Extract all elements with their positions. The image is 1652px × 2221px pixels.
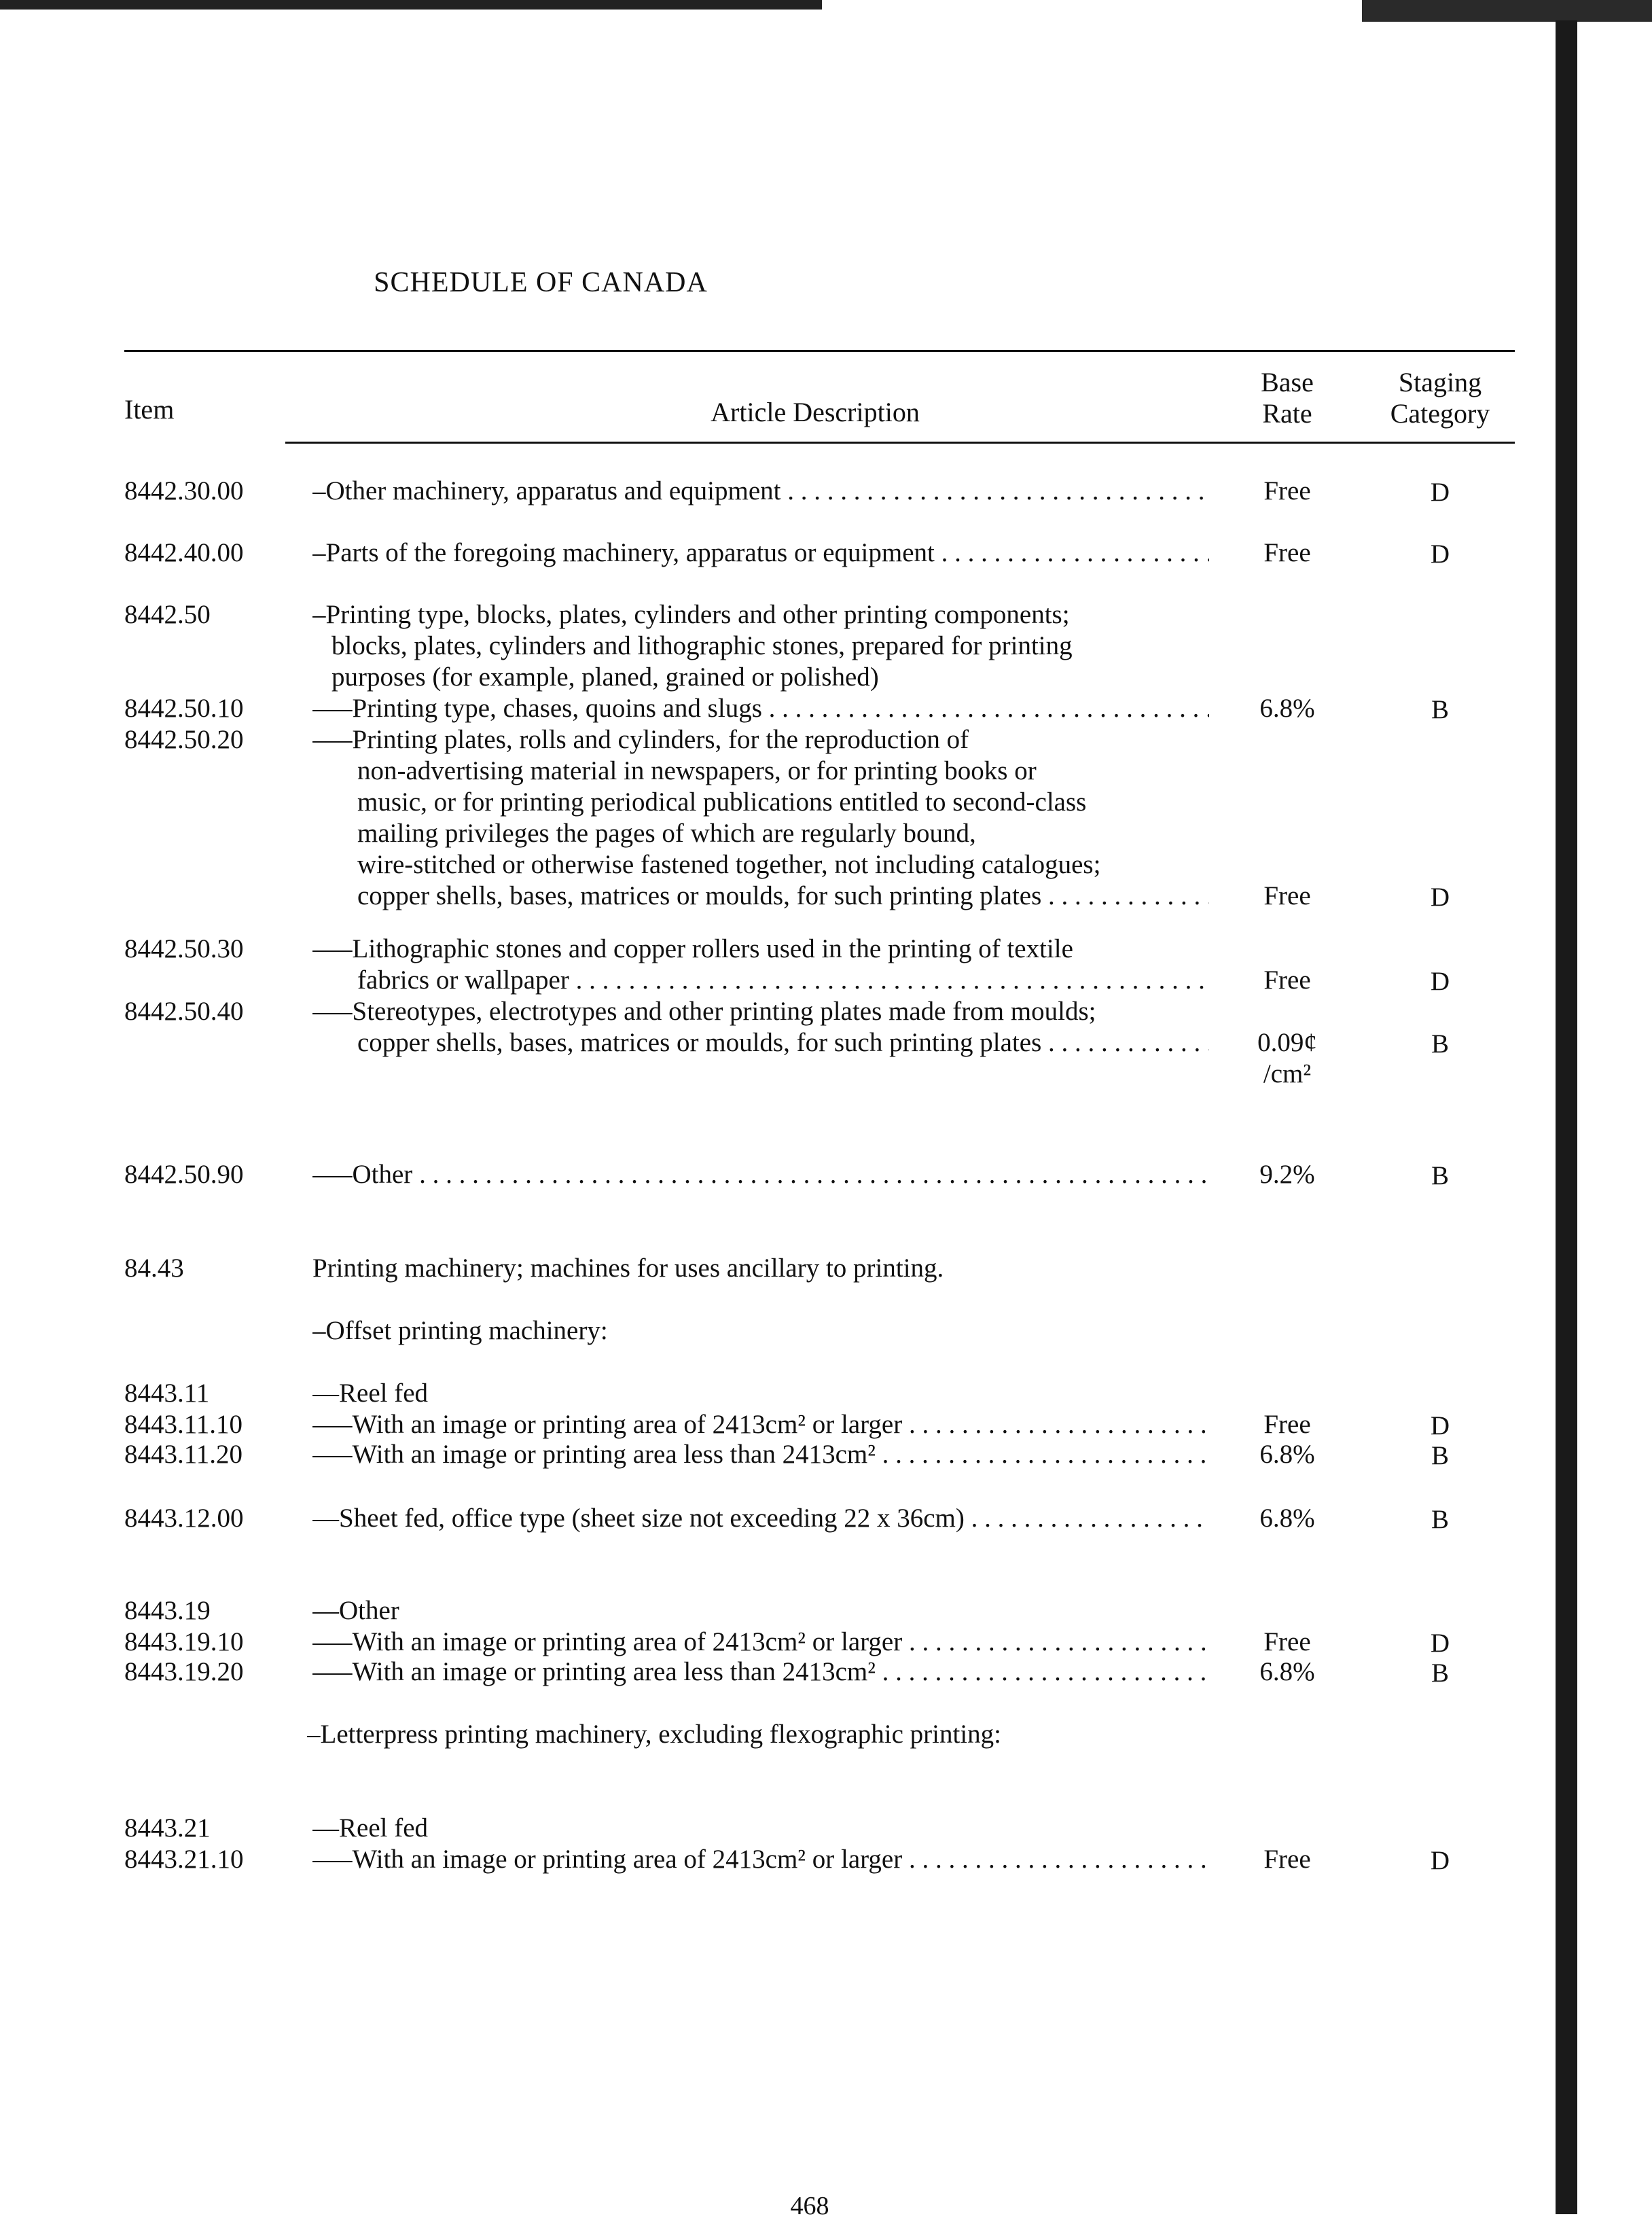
base-rate: Free <box>1263 1845 1311 1874</box>
staging-category: D <box>1430 539 1450 569</box>
col-header-description: Article Description <box>711 397 920 427</box>
description-line: –––Stereotypes, electrotypes and other printing plates made from moulds; <box>312 997 1096 1026</box>
article-description <box>312 1813 1209 1844</box>
article-description <box>312 537 1209 569</box>
col-header-staging <box>1372 367 1508 429</box>
staging-category: D <box>1430 1846 1450 1875</box>
description-line: music, or for printing periodical publications entitled to second-class <box>357 787 1087 817</box>
staging-category: D <box>1430 478 1450 507</box>
col-header-item: Item <box>124 394 175 425</box>
description-line: –––Other . . . <box>312 1159 1209 1190</box>
col-header-base-rate <box>1223 367 1352 429</box>
description-line: blocks, plates, cylinders and lithographic stones, prepared for printing <box>331 631 1073 660</box>
item-code: 8443.19.20 <box>124 1657 244 1686</box>
item-code: 8443.11.20 <box>124 1440 243 1469</box>
col-header-base-rate-line2: Rate <box>1262 398 1312 429</box>
article-description <box>312 934 1209 996</box>
base-rate: 6.8% <box>1259 1440 1315 1469</box>
item-code: 8442.50.10 <box>124 694 244 723</box>
item-code: 84.43 <box>124 1254 184 1283</box>
base-rate-unit: /cm² <box>1263 1059 1312 1088</box>
col-header-staging-line1: Staging <box>1398 367 1482 397</box>
description-line: –Other machinery, apparatus and equipment . . . <box>312 476 1209 507</box>
base-rate: 6.8% <box>1259 694 1315 723</box>
article-description <box>312 1844 1209 1875</box>
item-code: 8442.50.40 <box>124 997 244 1026</box>
staging-category: D <box>1430 1411 1450 1440</box>
base-rate: 9.2% <box>1259 1160 1315 1189</box>
description-line: mailing privileges the pages of which are regularly bound, <box>357 819 976 848</box>
description-line: fabrics or wallpaper . . . <box>312 965 1209 996</box>
col-header-staging-line2: Category <box>1390 398 1490 429</box>
article-description <box>312 476 1209 507</box>
article-description <box>312 996 1209 1059</box>
staging-category: B <box>1431 1029 1449 1059</box>
header-rule-bottom <box>285 442 1515 444</box>
description-line: –––Printing plates, rolls and cylinders, for the reproduction of <box>312 725 969 754</box>
article-description <box>312 724 1209 912</box>
description-line: –––With an image or printing area less than 2413cm² . . . <box>312 1656 1209 1688</box>
item-code: 8443.19.10 <box>124 1627 244 1656</box>
staging-category: B <box>1431 1658 1449 1688</box>
staging-category: B <box>1431 1161 1449 1190</box>
description-line: –––Printing type, chases, quoins and slugs . . . <box>312 693 1209 724</box>
description-line: copper shells, bases, matrices or moulds, for such printing plates . . . <box>312 881 1209 912</box>
base-rate: Free <box>1263 538 1311 567</box>
col-header-base-rate-line1: Base <box>1261 367 1314 397</box>
base-rate: Free <box>1263 881 1311 910</box>
item-code: 8443.21.10 <box>124 1845 244 1874</box>
description-line: ––Other <box>312 1596 399 1625</box>
page-title: SCHEDULE OF CANADA <box>374 267 708 298</box>
staging-category: D <box>1430 1629 1450 1658</box>
base-rate: 6.8% <box>1259 1657 1315 1686</box>
description-line: –––With an image or printing area of 2413cm² or larger . . . <box>312 1409 1209 1440</box>
article-description <box>312 1315 1209 1347</box>
description-line: –––Lithographic stones and copper rollers used in the printing of textile <box>312 934 1073 963</box>
article-description <box>312 1378 1209 1409</box>
article-description <box>312 1253 1209 1284</box>
article-description <box>307 1719 1204 1750</box>
staging-category: D <box>1430 883 1450 912</box>
description-line: ––Sheet fed, office type (sheet size not exceeding 22 x 36cm) . . . <box>312 1503 1209 1534</box>
staging-category: B <box>1431 1441 1449 1470</box>
base-rate: 6.8% <box>1259 1504 1315 1533</box>
article-description <box>312 1503 1209 1534</box>
base-rate: Free <box>1263 1627 1311 1656</box>
article-description <box>312 1595 1209 1627</box>
article-description <box>312 693 1209 724</box>
description-line: non-advertising material in newspapers, or for printing books or <box>357 756 1037 785</box>
description-line: –Offset printing machinery: <box>312 1316 608 1345</box>
article-description <box>312 1627 1209 1658</box>
article-description <box>312 1439 1209 1470</box>
description-line: ––Reel fed <box>312 1379 429 1408</box>
description-line: –Letterpress printing machinery, excluding flexographic printing: <box>307 1720 1001 1749</box>
description-line: purposes (for example, planed, grained or polished) <box>331 662 879 692</box>
description-line: –Parts of the foregoing machinery, apparatus or equipment . . . <box>312 537 1209 569</box>
item-code: 8443.11 <box>124 1379 210 1408</box>
item-code: 8442.30.00 <box>124 476 244 505</box>
base-rate: Free <box>1263 476 1311 505</box>
article-description <box>312 599 1209 693</box>
staging-category: B <box>1431 695 1449 724</box>
page-number: 468 <box>790 2192 829 2220</box>
staging-category: B <box>1431 1505 1449 1534</box>
description-line: –––With an image or printing area less than 2413cm² . . . <box>312 1439 1209 1470</box>
description-line: Printing machinery; machines for uses ancillary to printing. <box>312 1254 944 1283</box>
item-code: 8442.50 <box>124 600 211 629</box>
scan-edge-top <box>0 0 822 10</box>
scan-edge-top-right <box>1362 0 1652 22</box>
scan-edge-spine <box>1556 20 1577 2214</box>
item-code: 8443.12.00 <box>124 1504 244 1533</box>
article-description <box>312 1159 1209 1190</box>
item-code: 8443.19 <box>124 1596 211 1625</box>
item-code: 8442.50.20 <box>124 725 244 754</box>
description-line: ––Reel fed <box>312 1813 429 1843</box>
staging-category: D <box>1430 967 1450 996</box>
base-rate: Free <box>1263 1410 1311 1439</box>
base-rate-value: 0.09¢ <box>1257 1028 1317 1057</box>
description-line: –Printing type, blocks, plates, cylinders and other printing components; <box>312 600 1070 629</box>
item-code: 8443.21 <box>124 1813 211 1843</box>
description-line: wire-stitched or otherwise fastened together, not including catalogues; <box>357 850 1101 879</box>
article-description <box>312 1409 1209 1440</box>
item-code: 8442.50.30 <box>124 934 244 963</box>
description-line: copper shells, bases, matrices or moulds, for such printing plates . . . <box>312 1027 1209 1059</box>
description-line: –––With an image or printing area of 2413cm² or larger . . . <box>312 1627 1209 1658</box>
header-rule-top <box>124 350 1515 352</box>
item-code: 8443.11.10 <box>124 1410 243 1439</box>
base-rate <box>1223 1027 1352 1090</box>
article-description <box>312 1656 1209 1688</box>
item-code: 8442.50.90 <box>124 1160 244 1189</box>
item-code: 8442.40.00 <box>124 538 244 567</box>
base-rate: Free <box>1263 965 1311 995</box>
description-line: –––With an image or printing area of 2413cm² or larger . . . <box>312 1844 1209 1875</box>
